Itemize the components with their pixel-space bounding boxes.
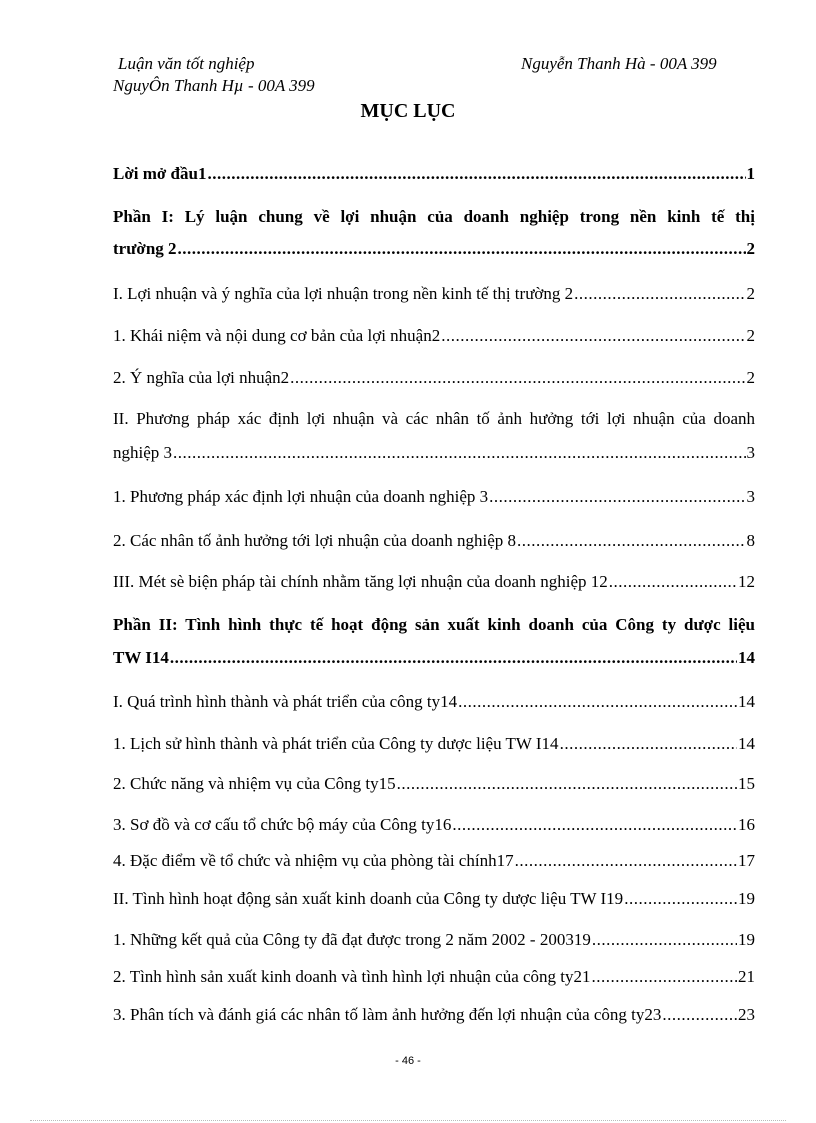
toc-entry[interactable] [113,163,755,185]
toc-leader-dots [574,283,745,305]
toc-entry-text: 2. Tình hình sản xuất kinh doanh và tình hình lợi nhuận của công ty21 [113,967,591,986]
toc-entry-text: nghiệp 3 [113,443,173,462]
toc-page-number: 16 [738,815,755,834]
toc-entry-text: Lời mở đầu1 [113,164,207,183]
toc-entry[interactable] [113,850,755,872]
toc-entry[interactable] [113,691,755,713]
toc-entry-text: 4. Đặc điểm về tổ chức và nhiệm vụ của phòng tài chính17 [113,851,514,870]
toc-entry[interactable] [113,442,755,464]
toc-page-number: 23 [738,1005,755,1024]
toc-entry[interactable] [113,530,755,552]
toc-page-number: 14 [738,692,755,711]
toc-leader-dots [489,486,745,508]
toc-entry-text: I. Lợi nhuận và ý nghĩa của lợi nhuận trong nền kinh tế thị trường 2 [113,284,574,303]
toc-leader-dots [560,733,737,755]
toc-page-number: 2 [746,368,755,387]
toc-leader-dots [458,691,737,713]
toc-entry-line1[interactable]: Phần II: Tình hình thực tế hoạt động sản xuất kinh doanh của Công ty dược liệu [113,615,755,634]
toc-page-number: 14 [738,648,755,667]
toc-entry-text: 3. Phân tích và đánh giá các nhân tố làm ảnh hưởng đến lợi nhuận của công ty23 [113,1005,662,1024]
toc-entry-text: 1. Lịch sử hình thành và phát triển của Công ty dược liệu TW I14 [113,734,559,753]
toc-entry[interactable] [113,325,755,347]
toc-page-number: 19 [738,930,755,949]
toc-leader-dots [609,571,737,593]
toc-entry[interactable] [113,929,755,951]
toc-leader-dots [515,850,737,872]
toc-page-number: 2 [746,284,755,303]
toc-page-number: 1 [746,164,755,183]
toc-page-number: 15 [738,774,755,793]
toc-entry[interactable] [113,814,755,836]
toc-leader-dots [517,530,745,552]
toc-page-number: 12 [738,572,755,591]
toc-leader-dots [397,773,737,795]
page-title: MỤC LỤC [360,100,456,122]
toc-page-number: 3 [746,487,755,506]
toc-entry-text: 2. Các nhân tố ảnh hưởng tới lợi nhuận của doanh nghiệp 8 [113,531,517,550]
toc-entry[interactable] [113,966,755,988]
toc-leader-dots [441,325,745,347]
toc-entry-text: 1. Những kết quả của Công ty đã đạt được trong 2 năm 2002 - 200319 [113,930,591,949]
toc-leader-dots [170,647,737,669]
toc-entry[interactable] [113,367,755,389]
toc-entry[interactable] [113,571,755,593]
toc-leader-dots [207,163,745,185]
page-number-footer: - 46 - [395,1055,421,1067]
toc-entry-text: TW I14 [113,648,169,667]
toc-leader-dots [662,1004,737,1026]
toc-page-number: 2 [746,326,755,345]
toc-entry-text: trường 2 [113,239,177,258]
toc-page-number: 21 [738,967,755,986]
toc-entry-text: 1. Phương pháp xác định lợi nhuận của doanh nghiệp 3 [113,487,489,506]
page-bottom-divider [30,1120,786,1121]
toc-entry-line1[interactable]: Phần I: Lý luận chung về lợi nhuận của doanh nghiệp trong nền kinh tế thị [113,207,755,226]
toc-entry[interactable] [113,1004,755,1026]
toc-entry-line1[interactable]: II. Phương pháp xác định lợi nhuận và các nhân tố ảnh hưởng tới lợi nhuận của doanh [113,409,755,428]
running-header-right: Nguyễn Thanh Hà - 00A 399 [521,54,717,73]
toc-entry[interactable] [113,733,755,755]
toc-leader-dots [173,442,745,464]
running-header-left-garbled: NguyÔn Thanh Hµ - 00A 399 [113,76,315,95]
toc-entry-text: 1. Khái niệm và nội dung cơ bản của lợi nhuận2 [113,326,441,345]
toc-entry-text: III. Mét sè biện pháp tài chính nhằm tăng lợi nhuận của doanh nghiệp 12 [113,572,608,591]
toc-entry-text: 2. Chức năng và nhiệm vụ của Công ty15 [113,774,396,793]
toc-entry[interactable] [113,486,755,508]
toc-leader-dots [592,966,737,988]
toc-leader-dots [624,888,737,910]
toc-entry[interactable] [113,647,755,669]
toc-page-number: 19 [738,889,755,908]
toc-leader-dots [452,814,737,836]
toc-entry[interactable] [113,283,755,305]
toc-entry-text: 3. Sơ đồ và cơ cấu tổ chức bộ máy của Công ty16 [113,815,452,834]
toc-page-number: 17 [738,851,755,870]
running-header-left: Luận văn tốt nghiệp [118,54,255,73]
toc-entry-text: 2. Ý nghĩa của lợi nhuận2 [113,368,290,387]
toc-leader-dots [592,929,737,951]
toc-page-number: 3 [746,443,755,462]
toc-page-number: 8 [746,531,755,550]
toc-entry-text: II. Tình hình hoạt động sản xuất kinh doanh của Công ty dược liệu TW I19 [113,889,624,908]
toc-page-number: 14 [738,734,755,753]
toc-leader-dots [178,238,746,260]
toc-entry[interactable] [113,888,755,910]
toc-entry[interactable] [113,238,755,260]
toc-entry-text: I. Quá trình hình thành và phát triển của công ty14 [113,692,458,711]
toc-entry[interactable] [113,773,755,795]
toc-page-number: 2 [746,239,755,258]
toc-leader-dots [290,367,745,389]
